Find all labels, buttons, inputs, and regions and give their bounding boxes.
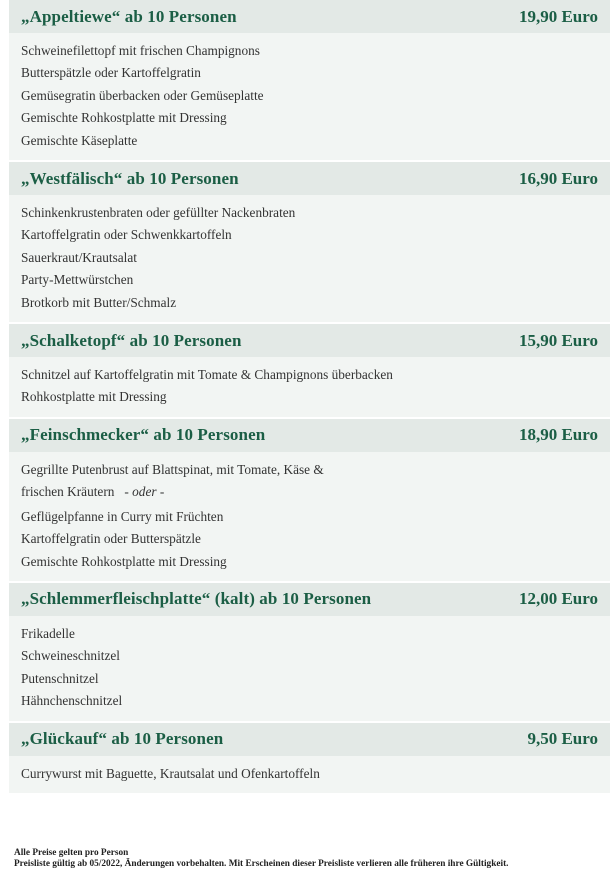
menu-section-schalketopf: [9, 324, 610, 417]
menu-item: Kartoffelgratin oder Schwenkkartoffeln: [21, 227, 232, 243]
menu-item: Kartoffelgratin oder Butterspätzle: [21, 531, 201, 547]
section-title: „Feinschmecker“ ab 10 Personen: [21, 425, 266, 445]
menu-item-text: frischen Kräutern: [21, 484, 115, 500]
menu-item: Sauerkraut/Krautsalat: [21, 249, 137, 265]
section-items: [9, 195, 610, 322]
section-header: [9, 0, 610, 33]
menu-section-glueckauf: [9, 723, 610, 793]
menu-list: [9, 0, 610, 795]
section-header: [9, 723, 610, 756]
menu-item: Schweinefilettopf mit frischen Champignons: [21, 43, 260, 58]
menu-item: Frikadelle: [21, 625, 75, 641]
menu-item: Gemüsegratin überbacken oder Gemüseplatte: [21, 87, 264, 103]
section-title: „Glückauf“ ab 10 Personen: [21, 729, 224, 749]
section-items: [9, 756, 610, 793]
section-header: [9, 583, 610, 616]
menu-item: Gegrillte Putenbrust auf Blattspinat, mit Tomate, Käse &: [21, 461, 324, 477]
menu-item: Currywurst mit Baguette, Krautsalat und Ofenkartoffeln: [21, 765, 320, 781]
menu-item: Party-Mettwürstchen: [21, 272, 134, 288]
section-header: [9, 324, 610, 357]
menu-item-with-alternative: [21, 481, 598, 503]
section-header: [9, 162, 610, 195]
menu-section-schlemmerfleischplatte: [9, 583, 610, 721]
section-title: „Schalketopf“ ab 10 Personen: [21, 330, 242, 350]
section-price: 9,50 Euro: [527, 729, 598, 749]
alternative-separator: - oder -: [124, 484, 165, 500]
menu-item: Schweineschnitzel: [21, 648, 120, 664]
menu-item: Gemischte Käseplatte: [21, 132, 138, 148]
section-title: „Westfälisch“ ab 10 Personen: [21, 168, 239, 188]
section-price: 19,90 Euro: [518, 6, 598, 26]
section-title: „Appeltiewe“ ab 10 Personen: [21, 6, 237, 26]
section-price: 18,90 Euro: [518, 425, 598, 445]
menu-item: Gemischte Rohkostplatte mit Dressing: [21, 110, 227, 126]
section-price: 15,90 Euro: [518, 330, 598, 350]
section-title: „Schlemmerfleischplatte“ (kalt) ab 10 Personen: [21, 589, 372, 609]
menu-item: Gemischte Rohkostplatte mit Dressing: [21, 553, 227, 569]
menu-item: Putenschnitzel: [21, 670, 99, 686]
menu-item: Schnitzel auf Kartoffelgratin mit Tomate & Champignons überbacken: [21, 367, 393, 383]
menu-section-appeltiewe: [9, 0, 610, 160]
price-footnote: [14, 848, 509, 869]
menu-item: Schinkenkrustenbraten oder gefüllter Nackenbraten: [21, 205, 296, 221]
menu-item: Geflügelpfanne in Curry mit Früchten: [21, 508, 224, 524]
section-price: 16,90 Euro: [518, 168, 598, 188]
section-items: [9, 616, 610, 721]
section-price: 12,00 Euro: [518, 589, 598, 609]
footnote-line-per-person: Alle Preise gelten pro Person: [14, 848, 129, 858]
section-items: [9, 452, 610, 581]
menu-item: Hähnchenschnitzel: [21, 693, 123, 709]
menu-item: Butterspätzle oder Kartoffelgratin: [21, 65, 201, 81]
menu-item: Rohkostplatte mit Dressing: [21, 389, 167, 405]
menu-item: Brotkorb mit Butter/Schmalz: [21, 294, 177, 310]
menu-section-feinschmecker: [9, 419, 610, 581]
section-header: [9, 419, 610, 452]
section-items: [9, 357, 610, 417]
footnote-line-validity: Preisliste gültig ab 05/2022, Änderungen vorbehalten. Mit Erscheinen dieser Preisliste verlieren alle früheren ihre Gültigkeit.: [14, 858, 509, 869]
section-items: [9, 33, 610, 160]
menu-section-westfaelisch: [9, 162, 610, 322]
